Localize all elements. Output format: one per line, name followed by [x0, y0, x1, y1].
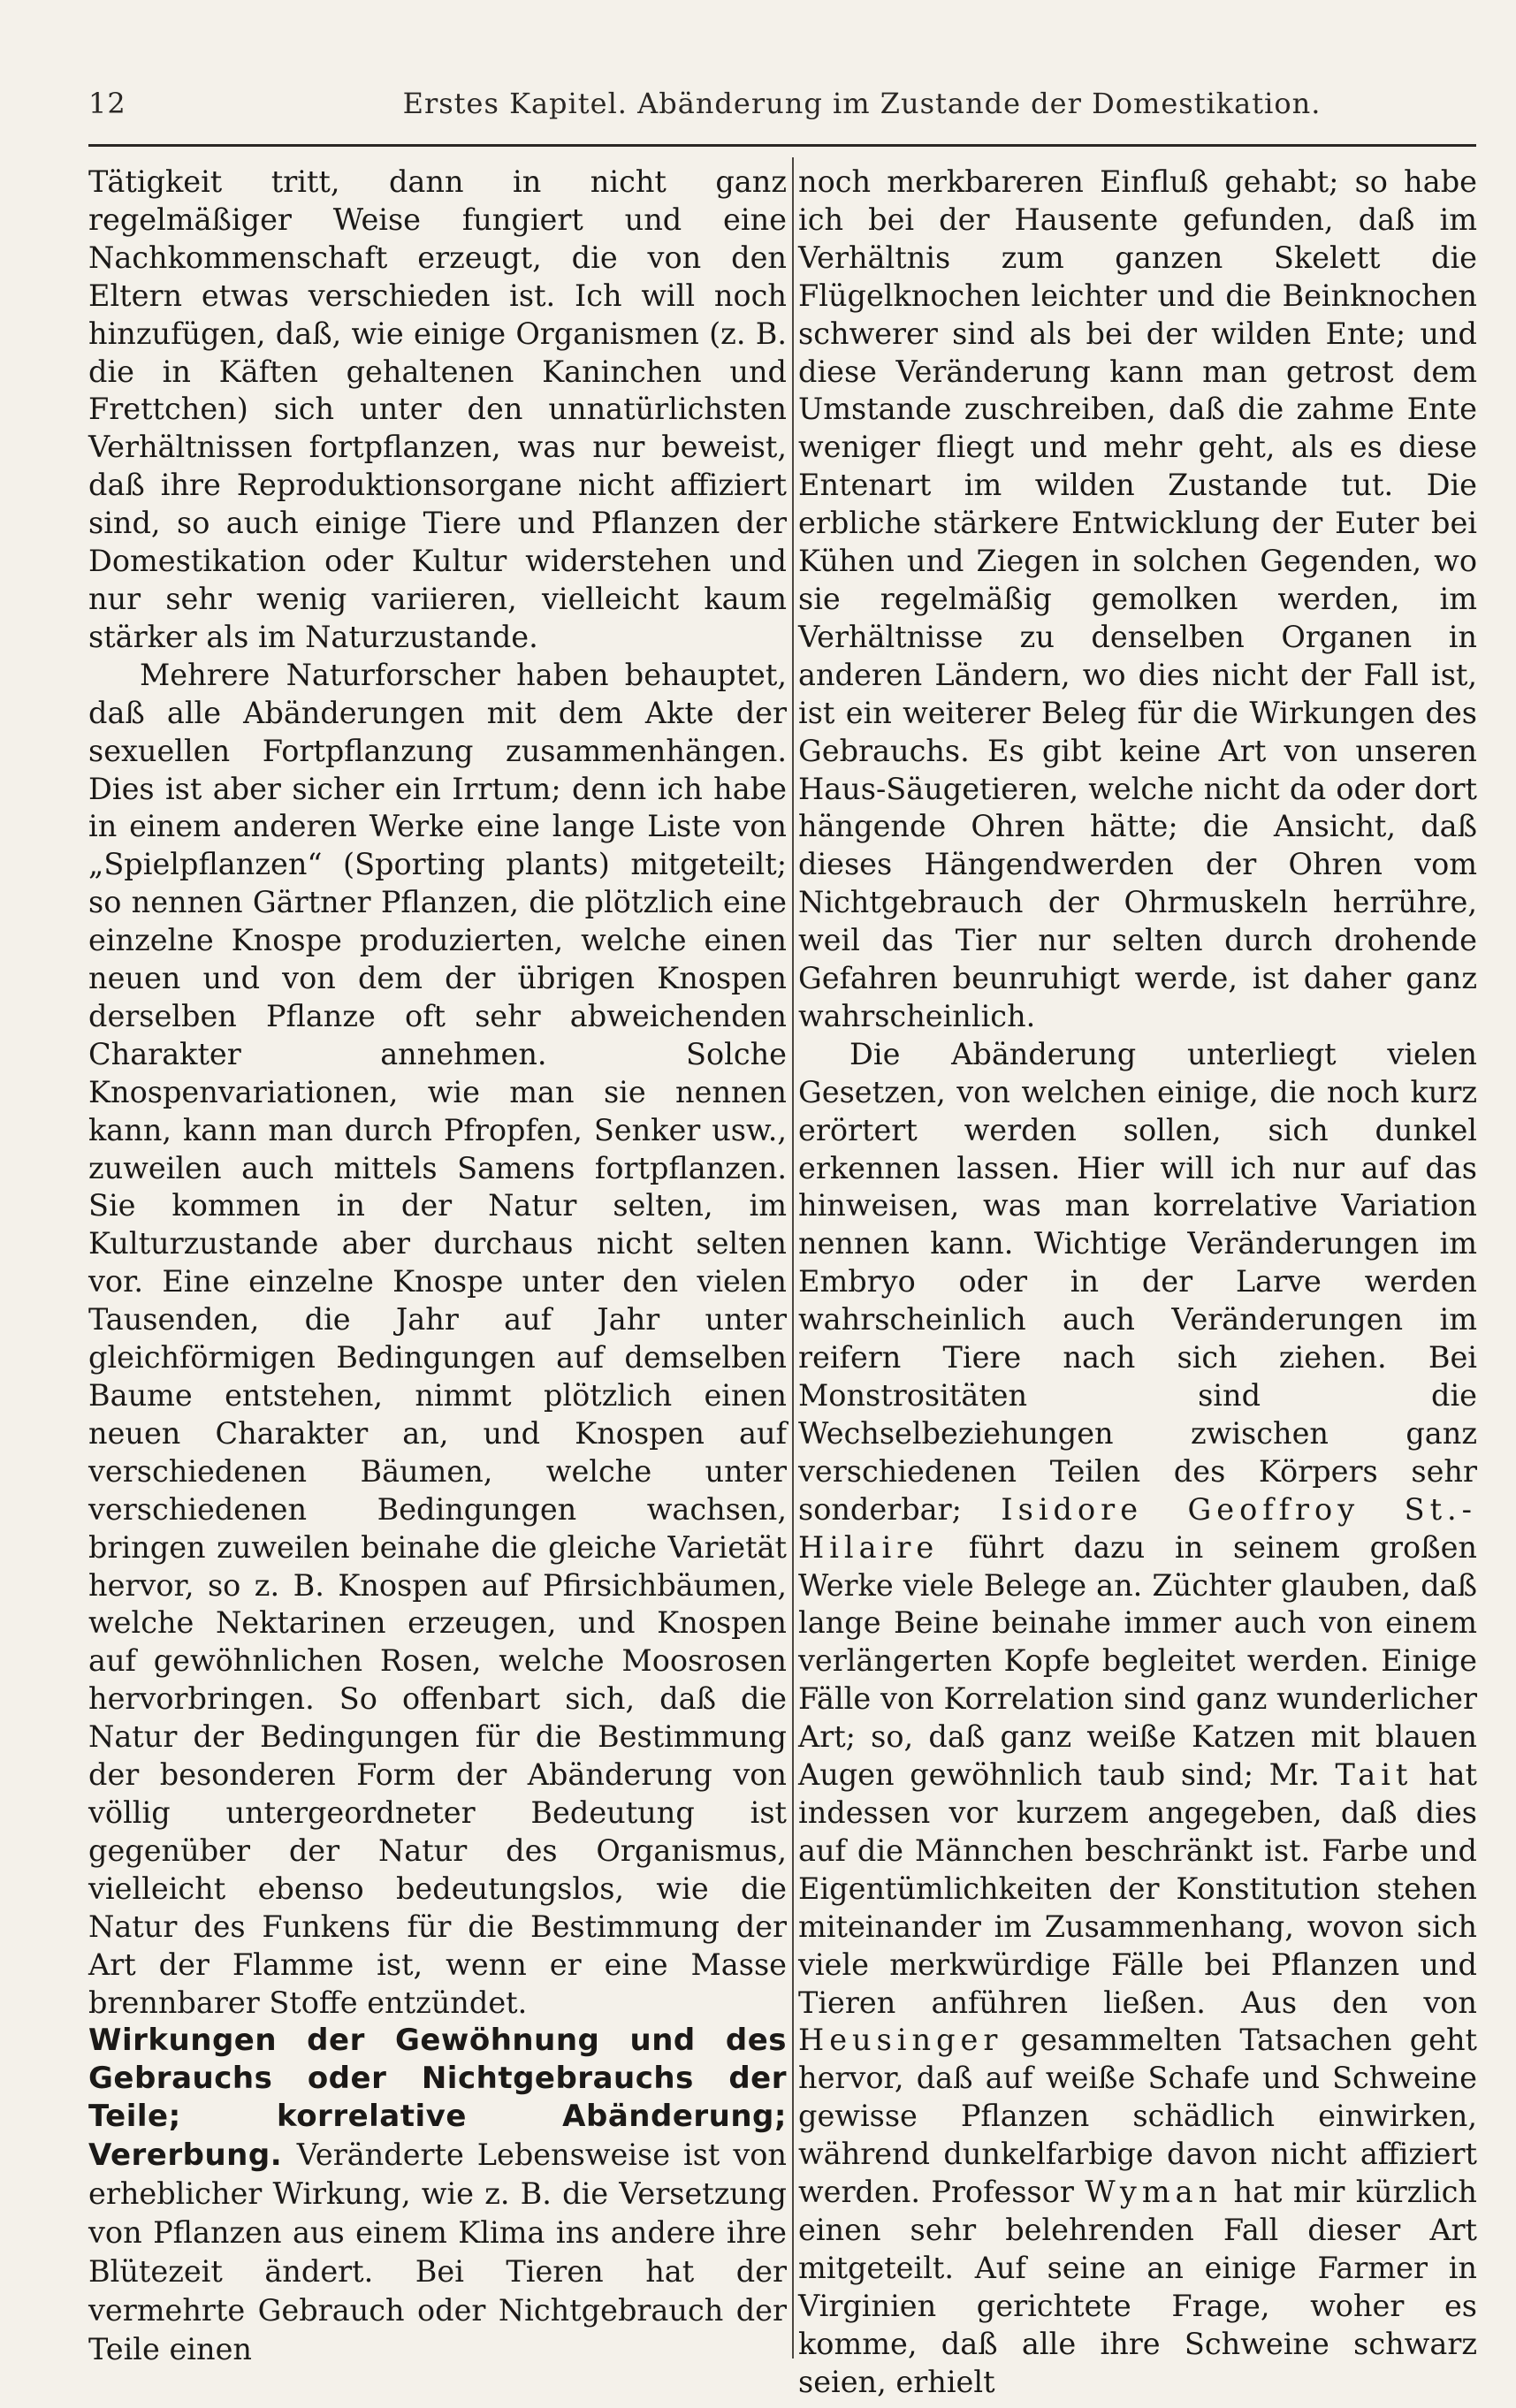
section-heading: [88, 2022, 787, 2369]
column-divider: [792, 157, 794, 2358]
paragraph-run: Veränderte Lebensweise ist von erheblicher Wirkung, wie z. B. die Versetzung von Pflanzen aus einem Klima ins andere ihre Blütezeit ändert. Bei Tieren hat der vermehrte Gebrauch oder Nichtgebrauch der Teile einen: [88, 2137, 787, 2367]
author-name: Isidore Geoffroy St.-Hilaire: [798, 1491, 1477, 1565]
section-heading-text: Wirkungen der Gewöhnung und des Gebrauchs oder Nichtgebrauchs der Teile; korrelative Abänderung; Vererbung.: [88, 2023, 787, 2174]
header-rule: [88, 144, 1476, 147]
paragraph: [798, 1036, 1477, 2402]
text-run: hat indessen vor kurzem angegeben, daß dies auf die Männchen beschränkt ist. Farbe und Eigentümlichkeiten der Konstitution stehen miteinander im Zusammenhang, wovon sich viele merkwürdige Fälle bei Pflanzen und Tieren anführen ließen. Aus den von: [798, 1757, 1477, 2020]
author-name: Tait: [1335, 1757, 1413, 1793]
left-column: [88, 164, 787, 2365]
page-header: [88, 87, 1476, 131]
author-name: Heusinger: [798, 2023, 1003, 2058]
text-run: führt dazu in seinem großen Werke viele Belege an. Züchter glauben, daß lange Beine beinahe immer auch von einem verlängerten Kopfe begleitet werden. Einige Fälle von Korrelation sind ganz wunderlicher Art; so, daß ganz weiße Katzen mit blauen Augen gewöhnlich taub sind; Mr.: [798, 1529, 1477, 1793]
page-number: 12: [88, 87, 126, 120]
running-head: Erstes Kapitel. Abänderung im Zustande der Domestikation.: [402, 87, 1322, 120]
paragraph: Tätigkeit tritt, dann in nicht ganz regelmäßiger Weise fungiert und eine Nachkommenschaft erzeugt, die von den Eltern etwas verschieden ist. Ich will noch hinzufügen, daß, wie einige Organismen (z. B. die in Käften gehaltenen Kaninchen und Frettchen) sich unter den unnatürlichsten Verhältnissen fortpflanzen, was nur beweist, daß ihre Reproduktionsorgane nicht affiziert sind, so auch einige Tiere und Pflanzen der Domestikation oder Kultur widerstehen und nur sehr wenig variieren, vielleicht kaum stärker als im Naturzustande.: [88, 164, 787, 654]
paragraph: noch merkbareren Einfluß gehabt; so habe ich bei der Hausente gefunden, daß im Verhältnis zum ganzen Skelett die Flügelknochen leichter und die Beinknochen schwerer sind als bei der wilden Ente; und diese Veränderung kann man getrost dem Umstande zuschreiben, daß die zahme Ente weniger fliegt und mehr geht, als es diese Entenart im wilden Zustande tut. Die erbliche stärkere Entwicklung der Euter bei Kühen und Ziegen in solchen Gegenden, wo sie regelmäßig gemolken werden, im Verhältnisse zu denselben Organen in anderen Ländern, wo dies nicht der Fall ist, ist ein weiterer Beleg für die Wirkungen des Gebrauchs. Es gibt keine Art von unseren Haus-Säugetieren, welche nicht da oder dort hängende Ohren hätte; die Ansicht, daß dieses Hängendwerden der Ohren vom Nichtgebrauch der Ohrmuskeln herrühre, weil das Tier nur selten durch drohende Gefahren beunruhigt werde, ist daher ganz wahrscheinlich.: [798, 164, 1477, 1033]
author-name: Wyman: [1085, 2175, 1223, 2210]
paragraph: Mehrere Naturforscher haben behauptet, daß alle Abänderungen mit dem Akte der sexuellen Fortpflanzung zusammenhängen. Dies ist aber sicher ein Irrtum; denn ich habe in einem anderen Werke eine lange Liste von „Spielpflanzen“ (Sporting plants) mitgeteilt; so nennen Gärtner Pflanzen, die plötzlich eine einzelne Knospe produzierten, welche einen neuen und von dem der übrigen Knospen derselben Pflanze oft sehr abweichenden Charakter annehmen. Solche Knospenvariationen, wie man sie nennen kann, kann man durch Pfropfen, Senker usw., zuweilen auch mittels Samens fortpflanzen. Sie kommen in der Natur selten, im Kulturzustande aber durchaus nicht selten vor. Eine einzelne Knospe unter den vielen Tausenden, die Jahr auf Jahr unter gleichförmigen Bedingungen auf demselben Baume entstehen, nimmt plötzlich einen neuen Charakter an, und Knospen auf verschiedenen Bäumen, welche unter verschiedenen Bedingungen wachsen, bringen zuweilen beinahe die gleiche Varietät hervor, so z. B. Knospen auf Pfirsichbäumen, welche Nektarinen erzeugen, und Knospen auf gewöhnlichen Rosen, welche Moosrosen hervorbringen. So offenbart sich, daß die Natur der Bedingungen für die Bestimmung der besonderen Form der Abänderung von völlig untergeordneter Bedeutung ist gegenüber der Natur des Organismus, vielleicht ebenso bedeutungslos, wie die Natur des Funkens für die Bestimmung der Art der Flamme ist, wenn er eine Masse brennbarer Stoffe entzündet.: [88, 657, 787, 2020]
right-column: [798, 164, 1477, 2399]
text-run: gesammelten Tatsachen geht hervor, daß auf weiße Schafe und Schweine gewisse Pflanzen schädlich einwirken, während dunkelfarbige davon nicht affiziert werden. Professor: [798, 2023, 1477, 2210]
text-run: Die Abänderung unterliegt vielen Gesetzen, von welchen einige, die noch kurz erörtert werden sollen, sich dunkel erkennen lassen. Hier will ich nur auf das hinweisen, was man korrelative Variation nennen kann. Wichtige Veränderungen im Embryo oder in der Larve werden wahrscheinlich auch Veränderungen im reifern Tiere nach sich ziehen. Bei Monstrositäten sind die Wechselbeziehungen zwischen ganz verschiedenen Teilen des Körpers sehr sonderbar;: [798, 1036, 1477, 1527]
text-run: hat mir kürzlich einen sehr belehrenden Fall dieser Art mitgeteilt. Auf seine an einige Farmer in Virginien gerichtete Frage, woher es komme, daß alle ihre Schweine schwarz seien, erhielt: [798, 2175, 1477, 2399]
